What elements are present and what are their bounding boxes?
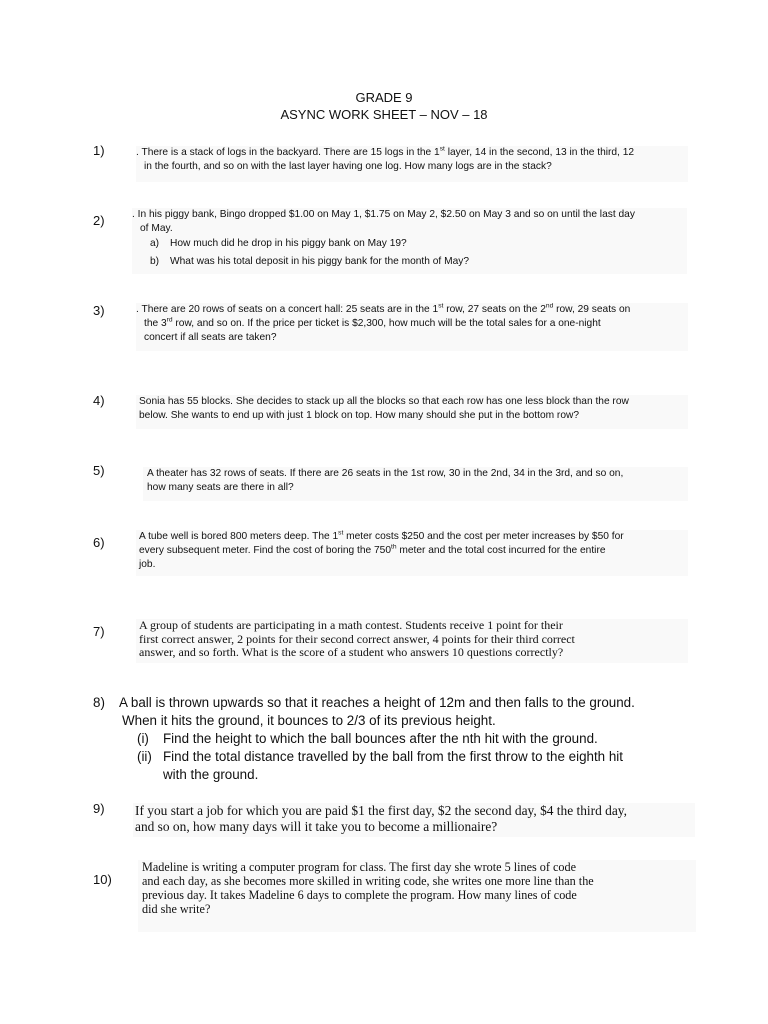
question-8-part-ii: (ii) Find the total distance travelled by the ball from the first throw to the eighth hit [137, 749, 623, 764]
question-number-3: 3) [93, 303, 105, 318]
question-number-10: 10) [93, 872, 112, 887]
question-1: . There is a stack of logs in the backyard. There are 15 logs in the 1st layer, 14 in the second, 13 in the third, 12 in the fourth, and so on with the last layer having one log. How many logs are in the stack? [136, 146, 688, 182]
question-number-1: 1) [93, 143, 105, 158]
question-number-9: 9) [93, 801, 105, 816]
grade-heading: GRADE 9 [355, 90, 413, 105]
question-2-part-b: b) What was his total deposit in his piggy bank for the month of May? [150, 256, 469, 267]
question-8-part-i: (i) Find the height to which the ball bounces after the nth hit with the ground. [137, 731, 598, 746]
question-2: . In his piggy bank, Bingo dropped $1.00 on May 1, $1.75 on May 2, $2.50 on May 3 and so on until the last day of May. a) How much did he drop in his piggy bank on May 19? b) What was his total deposit in his piggy bank for the month of May? [132, 208, 687, 274]
question-10: Madeline is writing a computer program for class. The first day she wrote 5 lines of code and each day, as she becomes more skilled in writing code, she writes one more line than the previous day. It takes Madeline 6 days to complete the program. How many lines of code did she write? [138, 860, 696, 932]
question-number-5: 5) [93, 463, 105, 478]
question-7: A group of students are participating in a math contest. Students receive 1 point for their first correct answer, 2 points for their second correct answer, 4 points for their third correct answer, and so forth. What is the score of a student who answers 10 questions correctly? [136, 619, 688, 663]
question-8: A ball is thrown upwards so that it reaches a height of 12m and then falls to the ground. When it hits the ground, it bounces to 2/3 of its previous height. (i) Find the height to which the ball bounces after the nth hit with the ground. (ii) Find the total distance travelled by the ball from the first throw to the eighth hit with the ground. [119, 694, 719, 784]
question-4: Sonia has 55 blocks. She decides to stack up all the blocks so that each row has one less block than the row below. She wants to end up with just 1 block on top. How many should she put in the bottom row? [136, 395, 688, 429]
question-number-7: 7) [93, 624, 105, 639]
question-2-part-a: a) How much did he drop in his piggy bank on May 19? [150, 238, 407, 249]
worksheet-title: ASYNC WORK SHEET – NOV – 18 [280, 107, 488, 122]
question-6: A tube well is bored 800 meters deep. The 1st meter costs $250 and the cost per meter increases by $50 for every subsequent meter. Find the cost of boring the 750th meter and the total cost incurred for the entire job. [136, 530, 688, 576]
question-number-6: 6) [93, 535, 105, 550]
question-number-4: 4) [93, 393, 105, 408]
question-3: . There are 20 rows of seats on a concert hall: 25 seats are in the 1st row, 27 seats on the 2nd row, 29 seats on the 3rd row, and so on. If the price per ticket is $2,300, how much will be the total sales for a one-night concert if all seats are taken? [136, 303, 688, 351]
question-number-2: 2) [93, 213, 105, 228]
question-5: A theater has 32 rows of seats. If there are 26 seats in the 1st row, 30 in the 2nd, 34 in the 3rd, and so on, how many seats are there in all? [143, 467, 688, 501]
question-9: If you start a job for which you are paid $1 the first day, $2 the second day, $4 the third day, and so on, how many days will it take you to become a millionaire? [133, 803, 695, 837]
question-number-8: 8) [93, 695, 105, 710]
